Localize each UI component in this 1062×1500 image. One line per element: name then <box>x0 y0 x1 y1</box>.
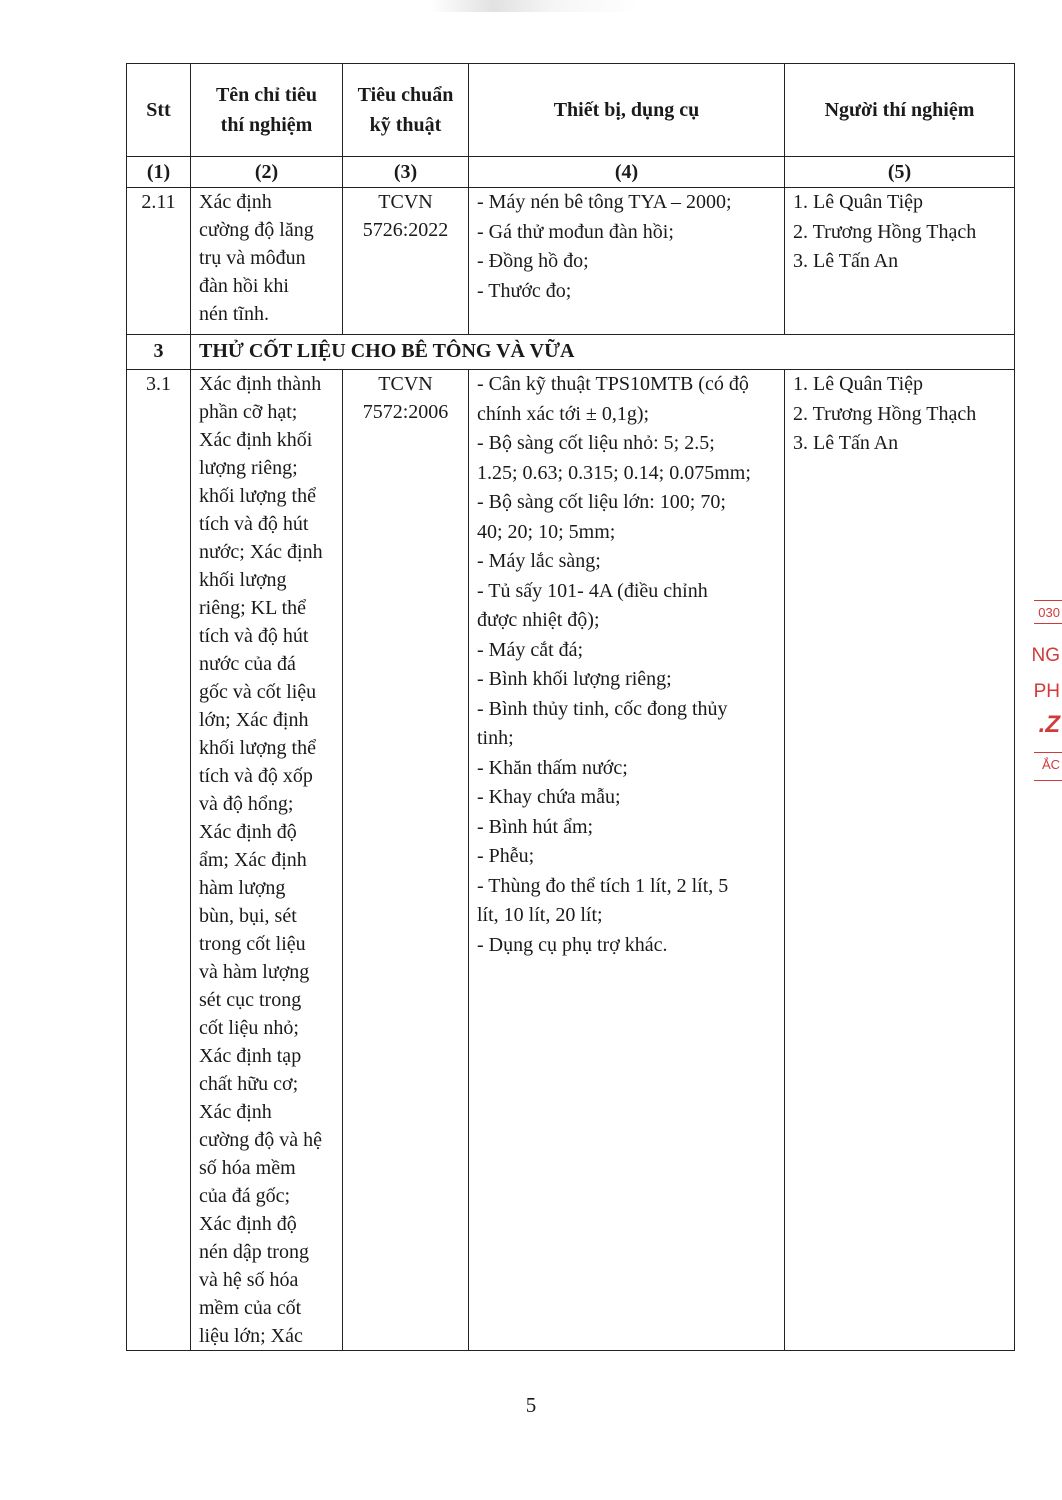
equipment-item: - Đồng hồ đo; <box>477 250 589 272</box>
equipment-item: - Gá thử mođun đàn hồi; <box>477 220 674 243</box>
test-name-line: nén dập trong <box>199 1241 309 1263</box>
test-name-line: Xác định độ <box>199 821 297 843</box>
test-name-line: tích và độ xốp <box>199 765 313 787</box>
header-stt: Stt <box>127 64 191 157</box>
test-name-line: ẩm; Xác định <box>199 849 307 871</box>
test-name-line: tích và độ hút <box>199 625 309 647</box>
test-name-line: gốc và cốt liệu <box>199 681 317 703</box>
test-name-line: tích và độ hút <box>199 513 309 535</box>
header-standard-line: Tiêu chuẩn <box>357 84 454 106</box>
row-equipment <box>469 188 785 335</box>
test-name-line: lượng riêng; <box>199 457 298 479</box>
equipment-item: - Khăn thấm nước; <box>477 756 628 779</box>
page-number: 5 <box>525 1393 537 1417</box>
stamp-line <box>1034 600 1062 601</box>
equipment-item: - Thùng đo thể tích 1 lít, 2 lít, 5 <box>477 874 729 897</box>
test-name-line: riêng; KL thể <box>199 597 307 619</box>
test-name-line: Xác định <box>199 191 272 213</box>
equipment-item: - Máy cắt đá; <box>477 638 584 661</box>
row-stt: 3.1 <box>127 370 191 1351</box>
stamp-text: NG <box>1031 645 1060 666</box>
stamp-line <box>1034 623 1062 624</box>
equipment-item: - Thước đo; <box>477 279 572 302</box>
column-number: (2) <box>191 157 343 188</box>
test-name-line: và hệ số hóa <box>199 1269 299 1291</box>
row-persons <box>785 370 1015 1351</box>
row-equipment <box>469 370 785 1351</box>
column-number: (1) <box>127 157 191 188</box>
stamp-text: 030 <box>1038 605 1060 620</box>
test-name-line: sét cục trong <box>199 989 302 1011</box>
test-name-line: trụ và môđun <box>199 247 306 269</box>
test-name-line: và độ hổng; <box>199 793 294 815</box>
equipment-item: lít, 10 lít, 20 lít; <box>477 904 603 926</box>
header-standard-line: kỹ thuật <box>369 114 442 136</box>
section-number: 3 <box>127 335 191 370</box>
row-stt: 2.11 <box>127 188 191 335</box>
person-item: 2. Trương Hồng Thạch <box>793 402 977 425</box>
column-number: (4) <box>469 157 785 188</box>
test-name-line: và hàm lượng <box>199 961 310 983</box>
test-name-line: nén tĩnh. <box>199 303 269 325</box>
equipment-item: - Bộ sàng cốt liệu nhỏ: 5; 2.5; <box>477 432 715 454</box>
test-name-line: nước của đá <box>199 653 296 675</box>
row-test-name <box>191 370 343 1351</box>
test-name-line: Xác định độ <box>199 1213 297 1235</box>
test-name-line: nước; Xác định <box>199 541 323 563</box>
equipment-item: tinh; <box>477 727 514 749</box>
equipment-item: - Máy lắc sàng; <box>477 550 601 572</box>
equipment-item: - Bình thủy tinh, cốc đong thủy <box>477 697 728 720</box>
equipment-item: - Phễu; <box>477 845 535 867</box>
equipment-item: - Khay chứa mẫu; <box>477 786 621 808</box>
stamp-line <box>1034 780 1062 781</box>
header-test-name-line: Tên chỉ tiêu <box>215 84 318 106</box>
equipment-item: chính xác tới ± 0,1g); <box>477 402 650 425</box>
test-name-line: khối lượng thể <box>199 485 316 507</box>
table-header-row <box>127 64 1015 157</box>
stamp-text: PH <box>1033 681 1060 702</box>
equipment-item: 1.25; 0.63; 0.315; 0.14; 0.075mm; <box>477 461 751 484</box>
equipment-item: - Bộ sàng cốt liệu lớn: 100; 70; <box>477 491 726 513</box>
column-number-row <box>127 157 1015 188</box>
table-row-3-1 <box>127 370 1015 1351</box>
test-name-line: cốt liệu nhỏ; <box>199 1017 299 1039</box>
test-name-line: khối lượng <box>199 569 287 591</box>
stamp-text: ẮC <box>1041 757 1060 772</box>
test-name-line: cường độ lăng <box>199 219 314 241</box>
header-standard <box>343 64 469 157</box>
test-name-line: liệu lớn; Xác <box>199 1325 303 1347</box>
scan-artifact <box>430 0 640 12</box>
test-name-line: đàn hồi khi <box>199 275 289 297</box>
test-name-line: phần cỡ hạt; <box>199 401 298 423</box>
test-name-line: Xác định tạp <box>199 1045 302 1067</box>
test-name-line: Xác định <box>199 1101 272 1123</box>
equipment-item: - Dụng cụ phụ trợ khác. <box>477 933 668 956</box>
test-name-line: khối lượng thể <box>199 737 316 759</box>
test-name-line: hàm lượng <box>199 877 286 899</box>
section-title: THỬ CỐT LIỆU CHO BÊ TÔNG VÀ VỮA <box>191 335 1015 370</box>
test-name-line: cường độ và hệ <box>199 1129 323 1151</box>
test-name-line: của đá gốc; <box>199 1185 291 1207</box>
standard-line: TCVN <box>378 373 433 395</box>
table-row-2-11 <box>127 188 1015 335</box>
standard-line: 5726:2022 <box>362 219 449 241</box>
person-item: 2. Trương Hồng Thạch <box>793 220 977 243</box>
test-name-line: trong cốt liệu <box>199 933 306 955</box>
test-name-line: Xác định khối <box>199 429 313 451</box>
equipment-item: - Máy nén bê tông TYA – 2000; <box>477 191 732 213</box>
row-standard <box>343 188 469 335</box>
stamp-line <box>1034 752 1062 753</box>
test-name-line: chất hữu cơ; <box>199 1073 299 1095</box>
header-equipment: Thiết bị, dụng cụ <box>469 64 785 157</box>
row-standard <box>343 370 469 1351</box>
equipment-item: - Tủ sấy 101- 4A (điều chỉnh <box>477 579 708 602</box>
stamp-text: .Z <box>1038 711 1060 738</box>
test-name-line: Xác định thành <box>199 373 322 395</box>
section-row-3 <box>127 335 1015 370</box>
row-test-name <box>191 188 343 335</box>
test-name-line: số hóa mềm <box>199 1157 296 1179</box>
header-test-name <box>191 64 343 157</box>
test-name-line: bùn, bụi, sét <box>199 905 297 927</box>
equipment-item: 40; 20; 10; 5mm; <box>477 520 616 543</box>
person-item: 1. Lê Quân Tiệp <box>793 191 923 213</box>
equipment-item: được nhiệt độ); <box>477 609 600 631</box>
equipment-item: - Bình khối lượng riêng; <box>477 668 672 690</box>
row-persons <box>785 188 1015 335</box>
person-item: 3. Lê Tấn An <box>793 250 899 272</box>
test-name-line: mềm của cốt <box>199 1297 302 1319</box>
test-name-line: lớn; Xác định <box>199 709 309 731</box>
standard-line: TCVN <box>378 191 433 213</box>
test-methods-table <box>126 63 1015 1351</box>
column-number: (3) <box>343 157 469 188</box>
standard-line: 7572:2006 <box>362 401 449 423</box>
column-number: (5) <box>785 157 1015 188</box>
person-item: 1. Lê Quân Tiệp <box>793 373 923 395</box>
red-stamp-fragment <box>1030 595 1062 805</box>
equipment-item: - Cân kỹ thuật TPS10MTB (có độ <box>477 373 749 395</box>
header-persons: Người thí nghiệm <box>785 64 1015 157</box>
person-item: 3. Lê Tấn An <box>793 432 899 454</box>
equipment-item: - Bình hút ẩm; <box>477 815 594 838</box>
header-test-name-line: thí nghiệm <box>220 114 313 136</box>
